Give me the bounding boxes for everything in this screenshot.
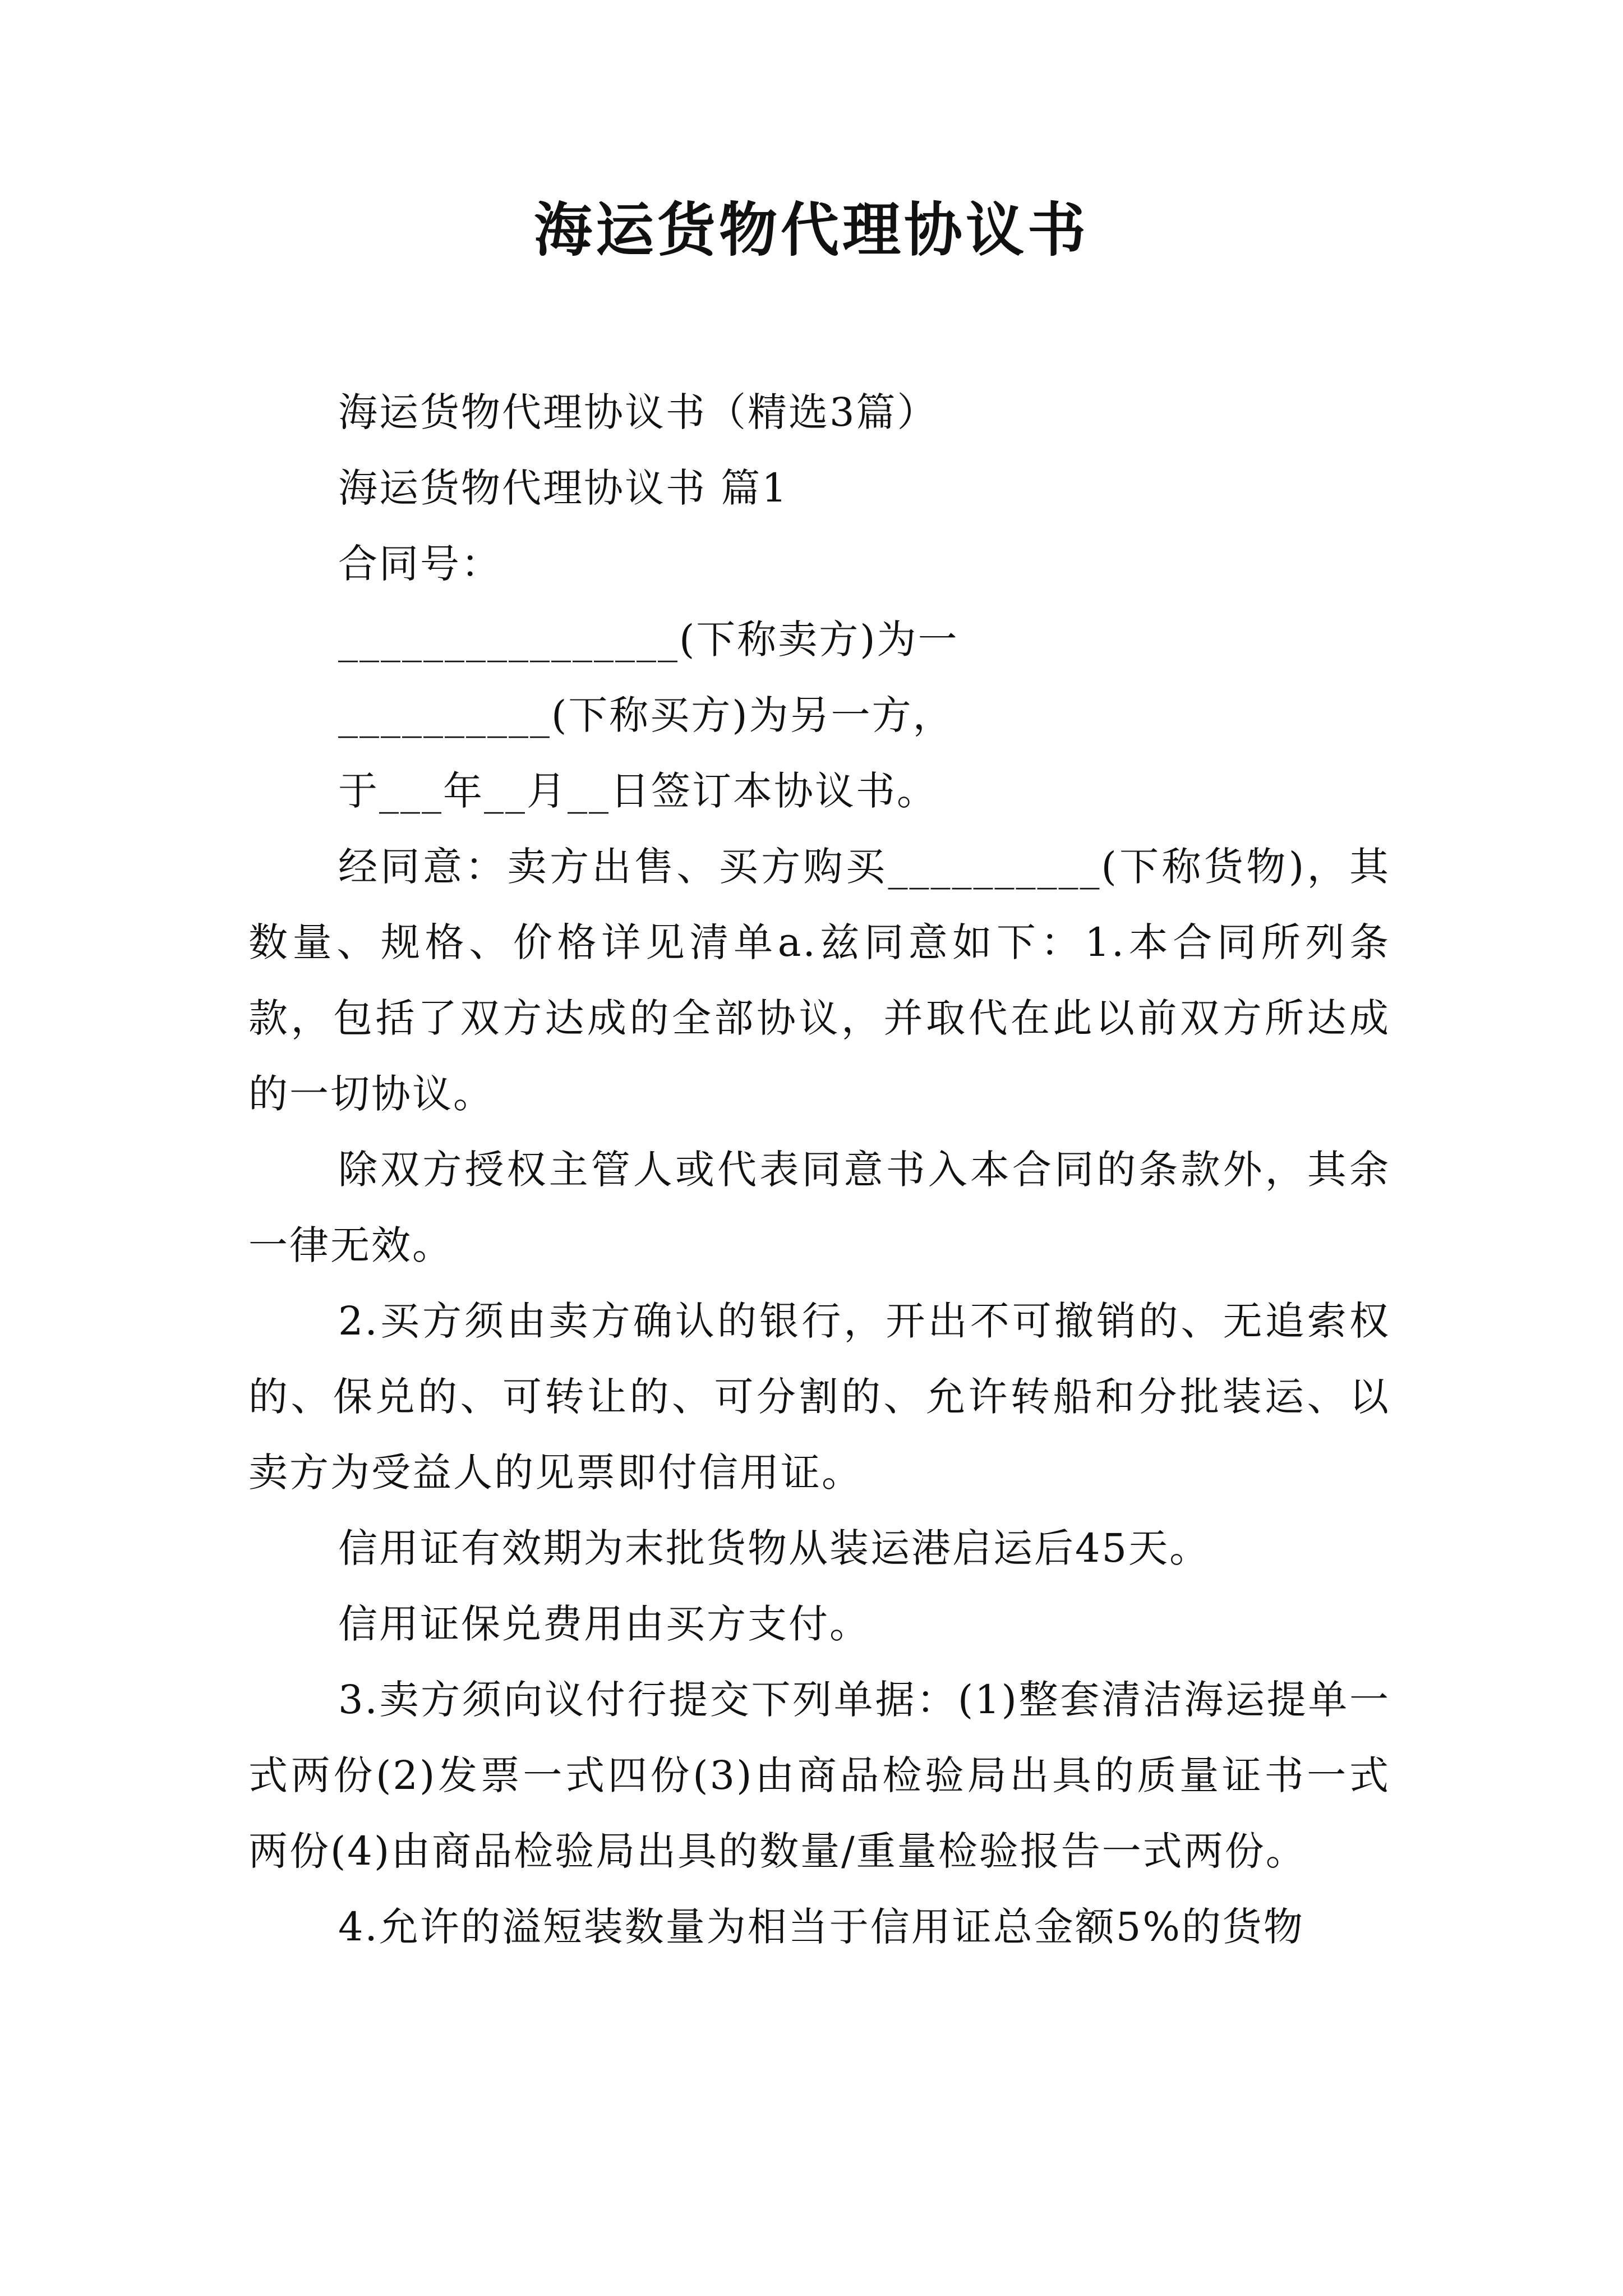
paragraph: 信用证保兑费用由买方支付。: [338, 1601, 870, 1647]
paragraph: 海运货物代理协议书（精选3篇）: [338, 389, 938, 435]
paragraph: 除双方授权主管人或代表同意书入本合同的条款外，其余一律无效。: [248, 1147, 1390, 1268]
paragraph: 海运货物代理协议书 篇1: [338, 465, 789, 511]
paragraph: 信用证有效期为末批货物从装运港启运后45天。: [338, 1525, 1211, 1571]
paragraph: 于___年__月__日签订本协议书。: [338, 768, 938, 814]
paragraph: __________(下称买方)为另一方，: [338, 692, 954, 738]
paragraph: 2.买方须由卖方确认的银行，开出不可撤销的、无追索权的、保兑的、可转让的、可分割的、允许转船和分批装运、以卖方为受益人的见票即付信用证。: [248, 1298, 1390, 1496]
paragraph: 3.卖方须向议付行提交下列单据：(1)整套清洁海运提单一式两份(2)发票一式四份(3)由商品检验局出具的质量证书一式两份(4)由商品检验局出具的数量/重量检验报告一式两份。: [248, 1677, 1390, 1874]
document-body: [248, 375, 1390, 1965]
document-title: 海运货物代理协议书: [533, 195, 1089, 264]
paragraph: 经同意：卖方出售、买方购买__________(下称货物)，其数量、规格、价格详见清单a.兹同意如下：1.本合同所列条款，包括了双方达成的全部协议，并取代在此以前双方所达成的一切协议。: [248, 844, 1390, 1117]
paragraph: 4.允许的溢短装数量为相当于信用证总金额5%的货物: [338, 1904, 1304, 1950]
paragraph: 合同号：: [338, 541, 502, 587]
paragraph: ________________(下称卖方)为一: [338, 616, 959, 662]
